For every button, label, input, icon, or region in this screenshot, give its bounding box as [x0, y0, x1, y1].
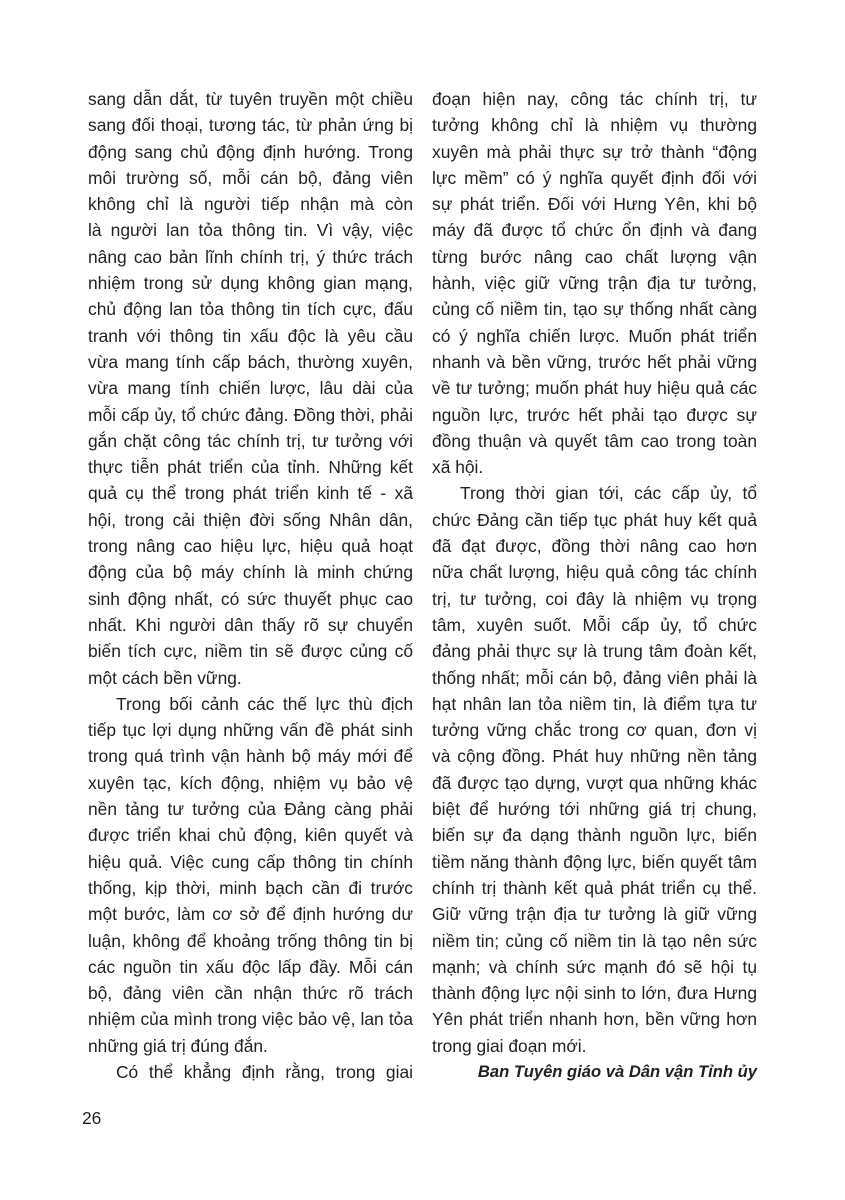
- paragraph-first-line: Có thể khẳng định rằng, trong giai: [116, 1061, 413, 1082]
- text-line: sang dẫn dắt, từ tuyên truyền một chiều: [88, 89, 413, 109]
- text-line: các nguồn tin xấu độc lấp đầy. Mỗi cán: [88, 956, 413, 977]
- text-line: nguồn lực, trước hết phải tạo được sự: [432, 404, 757, 425]
- text-line: vừa mang tính cấp bách, thường xuyên,: [88, 351, 413, 372]
- text-line: nhiệm trong sử dụng không gian mạng,: [88, 273, 413, 294]
- text-line: đảng phải thực sự là trung tâm đoàn kết,: [432, 641, 757, 662]
- text-line: nền tảng tư tưởng của Đảng càng phải: [88, 799, 413, 820]
- text-line: xuyên mà phải thực sự trở thành “động: [432, 141, 757, 162]
- text-line: sang đối thoại, tương tác, từ phản ứng bị: [88, 115, 413, 136]
- text-line: từng bước nâng cao chất lượng vận: [432, 246, 757, 267]
- text-line: nhiệm của mình trong việc bảo vệ, lan tỏa: [88, 1009, 413, 1030]
- text-line: lực mềm” có ý nghĩa quyết định đối với: [432, 167, 757, 188]
- text-line: một cách bền vững.: [88, 667, 242, 688]
- text-line: nhanh và bền vững, trước hết phải vững: [432, 351, 757, 372]
- text-line: tưởng vững chắc trong cơ quan, đơn vị: [432, 720, 757, 741]
- text-line: thành động lực nội sinh to lớn, đưa Hưng: [432, 983, 757, 1004]
- text-line: thống nhất; mỗi cán bộ, đảng viên phải là: [432, 667, 757, 688]
- text-line: đã được tạo dựng, vượt qua những khác: [432, 772, 757, 793]
- text-line: một bước, làm cơ sở để định hướng dư: [88, 904, 413, 925]
- paragraph-first-line: Trong thời gian tới, các cấp ủy, tổ: [460, 483, 757, 504]
- text-line: trong quá trình vận hành bộ máy mới để: [88, 746, 413, 767]
- text-line: những giá trị đúng đắn.: [88, 1035, 268, 1056]
- text-line: sự phát triển. Đối với Hưng Yên, khi bộ: [432, 194, 757, 215]
- text-line: mạnh; và chính sức mạnh đó sẽ hội tụ: [432, 956, 757, 977]
- author-signature: Ban Tuyên giáo và Dân vận Tỉnh ủy: [477, 1061, 757, 1081]
- text-line: thực tiễn phát triển của tỉnh. Những kết: [88, 457, 413, 478]
- text-line: tiềm năng thành động lực, biến quyết tâm: [432, 851, 757, 872]
- text-line: trị, tư tưởng, coi đây là nhiệm vụ trọng: [432, 588, 757, 609]
- text-line: thống, kịp thời, minh bạch cần đi trước: [88, 877, 413, 898]
- text-line: xuyên tạc, kích động, nhiệm vụ bảo vệ: [88, 772, 413, 793]
- text-line: động của bộ máy chính là minh chứng: [88, 562, 413, 583]
- text-line: trong nâng cao hiệu lực, hiệu quả hoạt: [88, 536, 413, 557]
- text-line: biến tích cực, niềm tin sẽ được củng cố: [88, 641, 413, 662]
- text-line: tranh với thông tin xấu độc là yêu cầu: [88, 325, 413, 346]
- text-line: quả cụ thể trong phát triển kinh tế - xã: [88, 483, 413, 504]
- text-line: chủ động lan tỏa thông tin tích cực, đấu: [88, 299, 413, 320]
- text-line: Yên phát triển nhanh hơn, bền vững hơn: [432, 1009, 757, 1030]
- text-line: vừa mang tính chiến lược, lâu dài của: [88, 378, 413, 399]
- left-column: [88, 86, 413, 1085]
- text-line: là người lan tỏa thông tin. Vì vậy, việc: [88, 220, 413, 241]
- text-line: môi trường số, mỗi cán bộ, đảng viên: [88, 167, 413, 188]
- text-line: xã hội.: [432, 457, 484, 478]
- text-line: Giữ vững trận địa tư tưởng là giữ vững: [432, 904, 757, 925]
- text-line: biệt để hướng tới những giá trị chung,: [432, 799, 757, 820]
- text-line: máy đã được tổ chức ổn định và đang: [432, 220, 757, 241]
- text-line: về tư tưởng; muốn phát huy hiệu quả các: [432, 378, 757, 399]
- text-line: hạt nhân lan tỏa niềm tin, là điểm tựa tư: [432, 693, 757, 714]
- text-line: trong giai đoạn mới.: [432, 1035, 587, 1056]
- page-number: 26: [82, 1108, 102, 1128]
- text-line: tiếp tục lợi dụng những vấn đề phát sinh: [88, 720, 413, 741]
- text-line: đồng thuận và quyết tâm cao trong toàn: [432, 430, 757, 451]
- right-column: [432, 86, 757, 1085]
- text-line: hội, trong cải thiện đời sống Nhân dân,: [88, 509, 413, 530]
- text-line: động sang chủ động định hướng. Trong: [88, 141, 413, 162]
- text-line: sinh động nhất, có sức thuyết phục cao: [88, 588, 413, 609]
- text-line: đoạn hiện nay, công tác chính trị, tư: [432, 89, 757, 109]
- text-line: biến sự đa dạng thành nguồn lực, biến: [432, 825, 757, 846]
- text-line: hiệu quả. Việc cung cấp thông tin chính: [88, 851, 413, 872]
- text-line: tưởng không chỉ là nhiệm vụ thường: [432, 115, 757, 136]
- paragraph-first-line: Trong bối cảnh các thế lực thù địch: [116, 693, 413, 714]
- text-line: đã đạt được, đồng thời nâng cao hơn: [432, 536, 757, 557]
- text-line: được triển khai chủ động, kiên quyết và: [88, 825, 413, 846]
- text-line: nâng cao bản lĩnh chính trị, ý thức trách: [88, 246, 413, 267]
- text-line: nhất. Khi người dân thấy rõ sự chuyển: [88, 614, 413, 635]
- text-line: hành, việc giữ vững trận địa tư tưởng,: [432, 273, 757, 294]
- text-line: nữa chất lượng, hiệu quả công tác chính: [432, 562, 757, 583]
- text-line: bộ, đảng viên cần nhận thức rõ trách: [88, 983, 413, 1004]
- text-line: củng cố niềm tin, tạo sự thống nhất càng: [432, 299, 757, 320]
- text-line: tâm, xuyên suốt. Mỗi cấp ủy, tổ chức: [432, 614, 757, 635]
- text-line: gắn chặt công tác chính trị, tư tưởng với: [88, 430, 413, 451]
- text-line: mỗi cấp ủy, tổ chức đảng. Đồng thời, phải: [88, 404, 413, 425]
- text-line: chính trị thành kết quả phát triển cụ thể.: [432, 877, 757, 898]
- text-line: không chỉ là người tiếp nhận mà còn: [88, 194, 413, 215]
- text-line: niềm tin; củng cố niềm tin là tạo nên sức: [432, 930, 757, 951]
- text-line: chức Đảng cần tiếp tục phát huy kết quả: [432, 509, 757, 530]
- text-line: và cộng đồng. Phát huy những nền tảng: [432, 746, 757, 767]
- text-line: luận, không để khoảng trống thông tin bị: [88, 930, 413, 951]
- text-line: có ý nghĩa chiến lược. Muốn phát triển: [432, 325, 757, 346]
